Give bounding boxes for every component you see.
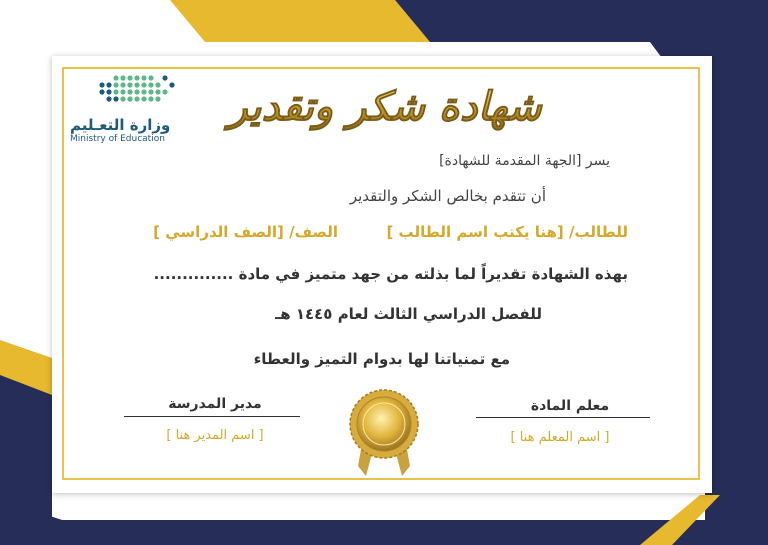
body-line-3: مع تمنياتنا لها بدوام التميز والعطاء bbox=[253, 350, 510, 368]
principal-title: مدير المدرسة bbox=[168, 396, 262, 412]
gold-medal-icon bbox=[340, 386, 428, 478]
body-line-2: للفصل الدراسي الثالث لعام ١٤٤٥ هـ bbox=[275, 305, 542, 323]
student-class-line bbox=[153, 223, 628, 241]
certificate-title-text: شهادة شكر وتقدير bbox=[228, 83, 542, 130]
teacher-title: معلم المادة bbox=[530, 398, 610, 414]
ministry-name-english: Ministry of Education bbox=[70, 134, 165, 144]
principal-signature-line bbox=[124, 416, 300, 417]
ministry-name-arabic: وزارة التعـليم bbox=[70, 116, 171, 134]
presenter-line: يسر [الجهة المقدمة للشهادة] bbox=[439, 153, 610, 169]
student-label: للطالب/ [هنا يكتب اسم الطالب ] bbox=[386, 223, 628, 241]
principal-name: [ اسم المدير هنا ] bbox=[166, 428, 264, 443]
teacher-signature-line bbox=[476, 417, 650, 418]
body-line-1: بهذه الشهادة تقديراً لما بذلته من جهد متميز في مادة .............. bbox=[153, 265, 628, 283]
thanks-line: أن تتقدم بخالص الشكر والتقدير bbox=[349, 187, 546, 205]
class-label: الصف/ [الصف الدراسي ] bbox=[153, 223, 339, 241]
certificate-title bbox=[228, 70, 542, 142]
teacher-name: [ اسم المعلم هنا ] bbox=[510, 430, 610, 445]
